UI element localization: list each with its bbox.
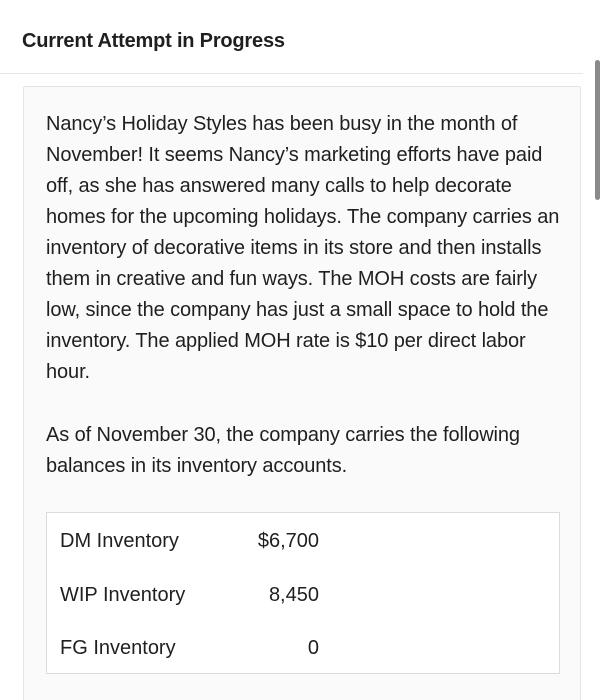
inventory-balances-table <box>46 512 560 674</box>
inventory-label: FG Inventory <box>60 637 176 659</box>
table-row <box>47 633 559 663</box>
problem-paragraph: Nancy’s Holiday Styles has been busy in the month of November! It seems Nancy’s marketing efforts have paid off, as she has answered many calls to help decorate homes for the upcoming holidays. The company carries an inventory of decorative items in its store and then installs them in creative and fun ways. The MOH costs are fairly low, since the company has just a small space to hold the inventory. The applied MOH rate is $10 per direct labor hour. <box>46 113 560 383</box>
scrollbar[interactable] <box>595 60 600 200</box>
inventory-label: DM Inventory <box>60 530 179 552</box>
inventory-value: $6,700 <box>257 530 319 552</box>
inventory-value: 0 <box>307 637 319 659</box>
table-row <box>47 580 559 610</box>
header <box>0 0 583 74</box>
question-card <box>23 86 581 700</box>
inventory-value: 8,450 <box>268 584 319 606</box>
balances-intro-paragraph: As of November 30, the company carries the following balances in its inventory accounts. <box>46 424 520 477</box>
inventory-label: WIP Inventory <box>60 584 186 606</box>
table-row <box>47 526 559 556</box>
page-title: Current Attempt in Progress <box>22 30 285 52</box>
